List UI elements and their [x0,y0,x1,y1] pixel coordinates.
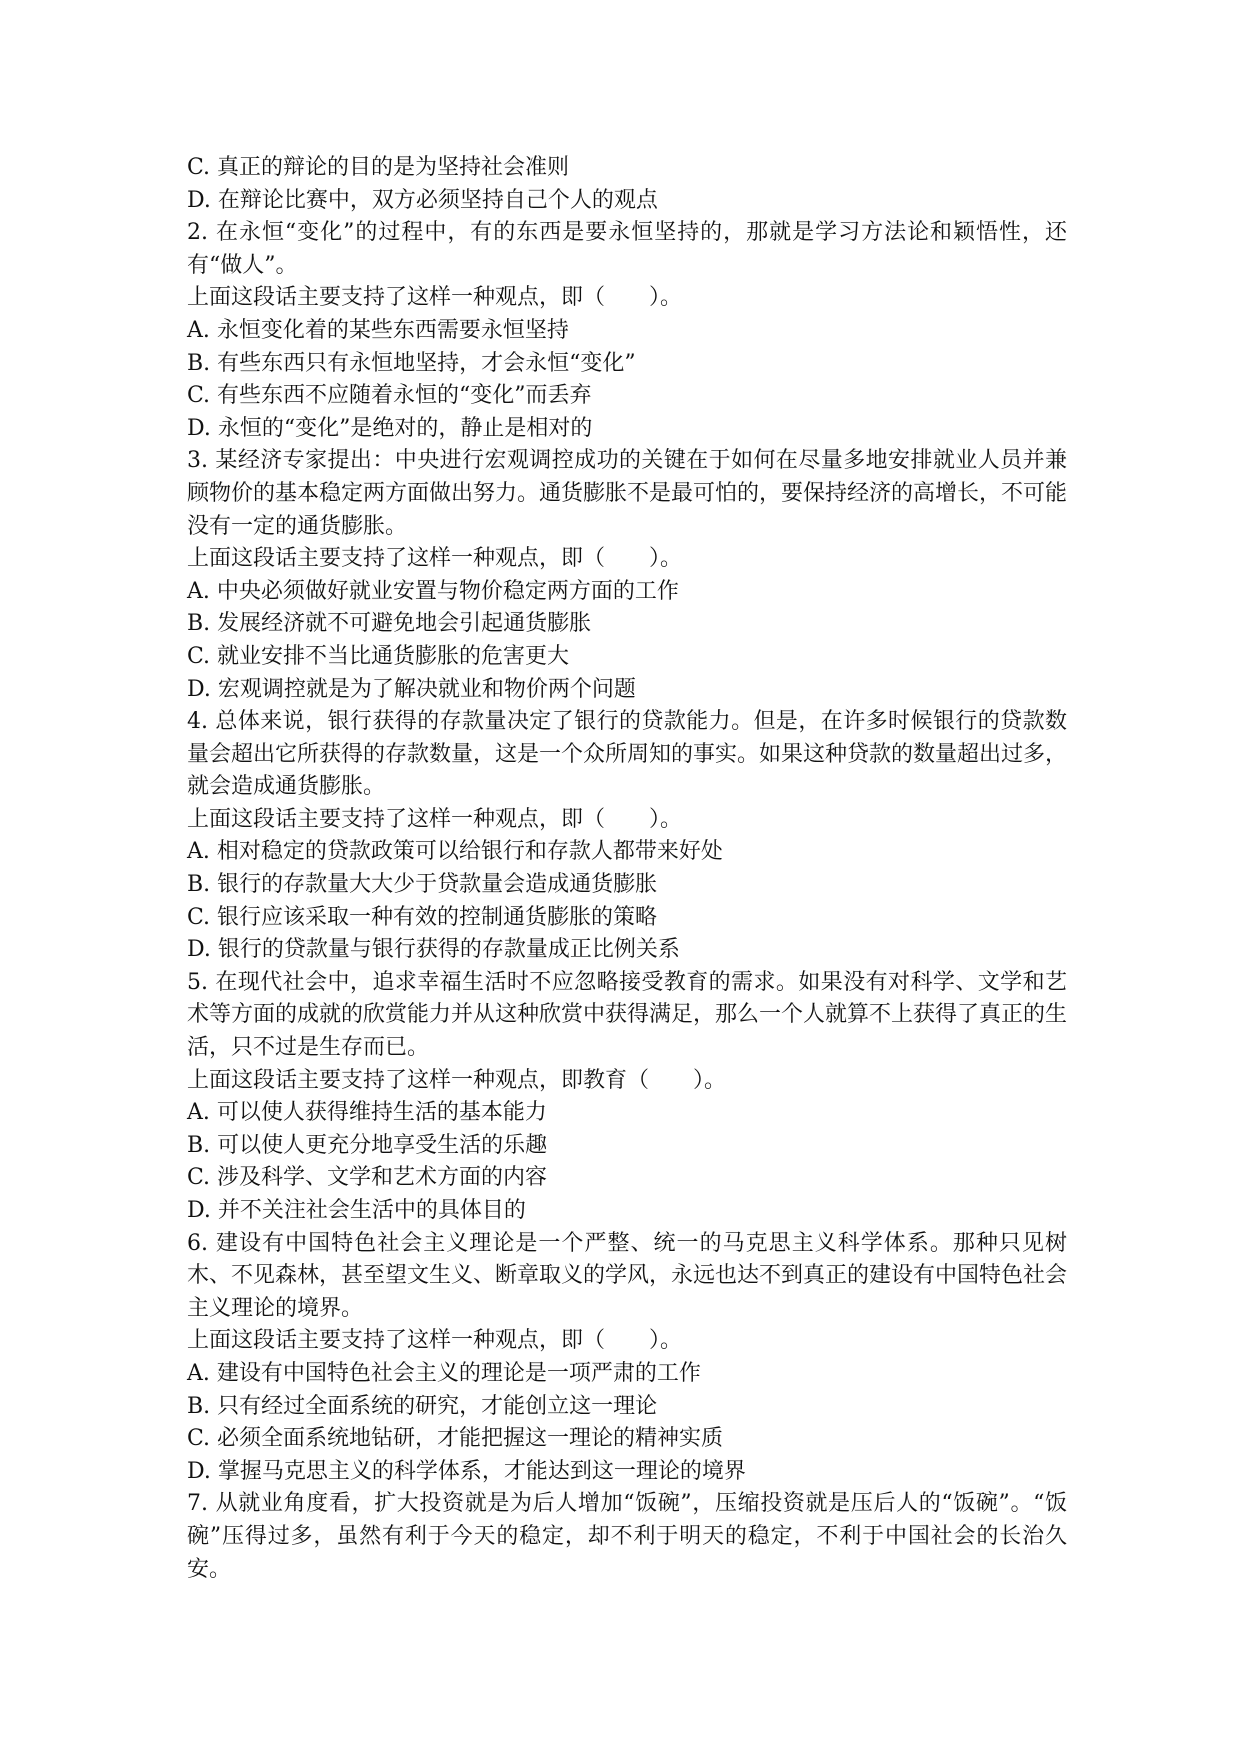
option-d: D. 并不关注社会生活中的具体目的 [187,1198,526,1223]
question-prompt: 上面这段话主要支持了这样一种观点，即（ ）。 [187,285,683,311]
option-d: D. 在辩论比赛中，双方必须坚持自己个人的观点 [187,187,658,213]
option-a: A. 建设有中国特色社会主义的理论是一项严肃的工作 [187,1360,701,1386]
question-stem: 2. 在永恒“变化”的过程中，有的东西是要永恒坚持的，那就是学习方法论和颖悟性，还有“做人”。 [187,220,1067,278]
option-a: A. 永恒变化着的某些东西需要永恒坚持 [187,317,569,343]
option-c: C. 银行应该采取一种有效的控制通货膨胀的策略 [187,904,658,930]
question-4 [187,706,1067,967]
question-prompt: 上面这段话主要支持了这样一种观点，即（ ）。 [187,806,683,832]
question-prompt: 上面这段话主要支持了这样一种观点，即教育（ ）。 [187,1067,727,1093]
question-prompt: 上面这段话主要支持了这样一种观点，即（ ）。 [187,546,683,572]
option-c: C. 有些东西不应随着永恒的“变化”而丢弃 [187,383,592,409]
option-b: B. 银行的存款量大大少于贷款量会造成通货膨胀 [187,872,658,898]
document-body [187,152,1067,1586]
option-d: D. 宏观调控就是为了解决就业和物价两个问题 [187,676,636,702]
question-stem: 6. 建设有中国特色社会主义理论是一个严整、统一的马克思主义科学体系。那种只见树木、不见森林，甚至望文生义、断章取义的学风，永远也达不到真正的建设有中国特色社会主义理论的境界。 [187,1230,1068,1321]
option-c: C. 涉及科学、文学和艺术方面的内容 [187,1165,548,1191]
option-c: C. 真正的辩论的目的是为坚持社会准则 [187,155,570,180]
option-d: D. 掌握马克思主义的科学体系，才能达到这一理论的境界 [187,1458,746,1484]
option-c: C. 必须全面系统地钻研，才能把握这一理论的精神实质 [187,1426,724,1452]
option-b: B. 有些东西只有永恒地坚持，才会永恒“变化” [187,350,636,376]
question-2 [187,217,1067,445]
question-prompt: 上面这段话主要支持了这样一种观点，即（ ）。 [187,1328,683,1354]
option-a: A. 相对稳定的贷款政策可以给银行和存款人都带来好处 [187,839,723,865]
question-7 [187,1488,1067,1586]
option-a: A. 中央必须做好就业安置与物价稳定两方面的工作 [187,578,679,604]
option-b: B. 可以使人更充分地享受生活的乐趣 [187,1132,548,1158]
option-b: B. 只有经过全面系统的研究，才能创立这一理论 [187,1393,658,1419]
option-d: D. 永恒的“变化”是绝对的，静止是相对的 [187,415,593,441]
question-stem: 5. 在现代社会中，追求幸福生活时不应忽略接受教育的需求。如果没有对科学、文学和艺术等方面的成就的欣赏能力并从这种欣赏中获得满足，那么一个人就算不上获得了真正的生活，只不过是生存而已。 [187,969,1068,1061]
option-d: D. 银行的贷款量与银行获得的存款量成正比例关系 [187,937,680,963]
question-stem: 4. 总体来说，银行获得的存款量决定了银行的贷款能力。但是，在许多时候银行的贷款数量会超出它所获得的存款数量，这是一个众所周知的事实。如果这种贷款的数量超出过多，就会造成通货膨胀。 [187,709,1068,800]
question-stem: 3. 某经济专家提出：中央进行宏观调控成功的关键在于如何在尽量多地安排就业人员并兼顾物价的基本稳定两方面做出努力。通货膨胀不是最可怕的，要保持经济的高增长，不可能没有一定的通货膨胀。 [187,448,1068,539]
option-c: C. 就业安排不当比通货膨胀的危害更大 [187,643,570,669]
option-b: B. 发展经济就不可避免地会引起通货膨胀 [187,611,592,637]
question-stem: 7. 从就业角度看，扩大投资就是为后人增加“饭碗”，压缩投资就是压后人的“饭碗”。“饭碗”压得过多，虽然有利于今天的稳定，却不利于明天的稳定，不利于中国社会的长治久安。 [187,1491,1067,1582]
question-6 [187,1228,1067,1489]
option-a: A. 可以使人获得维持生活的基本能力 [187,1100,547,1126]
question-5 [187,967,1067,1228]
question-3 [187,445,1067,706]
